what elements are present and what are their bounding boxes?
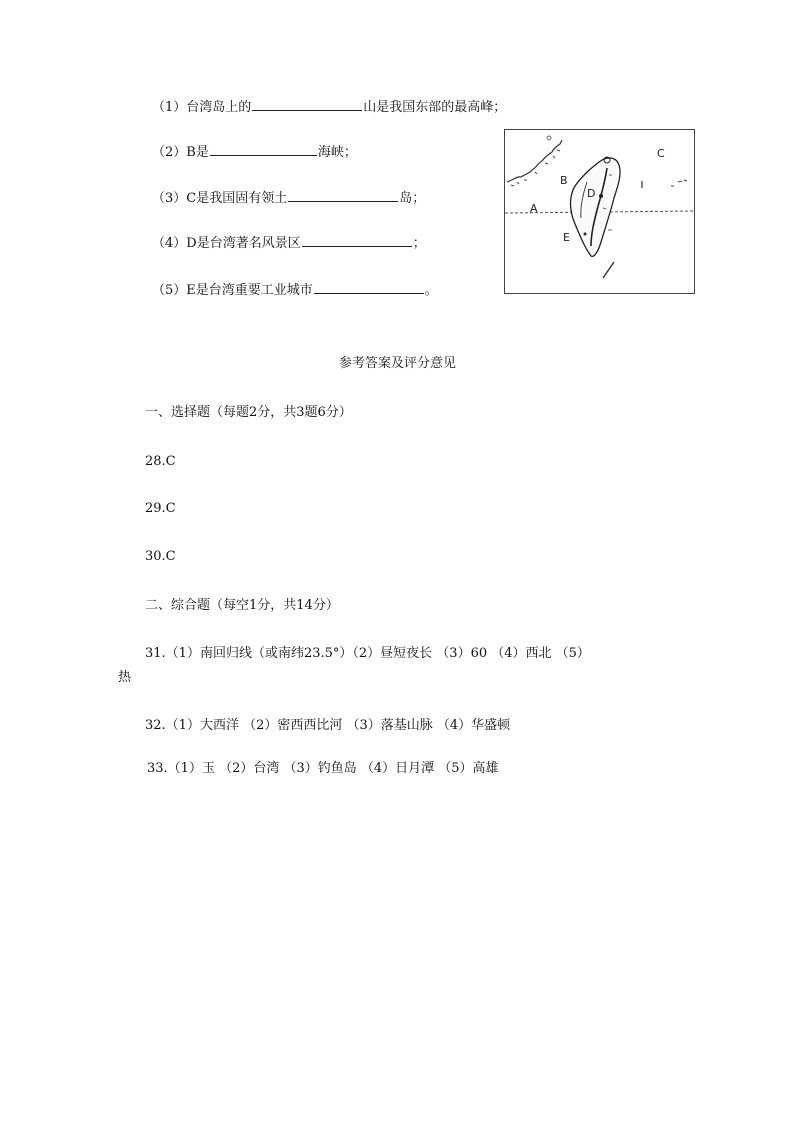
diaoyu-islets: [671, 180, 687, 186]
question-3-suffix: 岛；: [399, 191, 426, 206]
answer-blank-3[interactable]: [288, 188, 398, 202]
answer-31-line-2: 热: [118, 670, 132, 685]
answers-title: 参考答案及评分意见: [338, 356, 456, 371]
southern-mark: [603, 262, 614, 278]
question-2-suffix: 海峡；: [317, 145, 357, 160]
mainland-coastline: [507, 140, 562, 182]
question-5-prefix: （5）E是台湾重要工业城市: [152, 283, 313, 298]
answer-28: 28.C: [145, 454, 176, 469]
answer-blank-2[interactable]: [210, 142, 317, 156]
scenic-spot-marker: [599, 194, 603, 198]
answer-blank-4[interactable]: [302, 233, 412, 247]
section-2-heading: 二、综合题（每空1分，共14分）: [145, 598, 339, 613]
label-a: A: [530, 202, 538, 215]
answer-blank-1[interactable]: [252, 97, 362, 111]
answer-blank-5[interactable]: [314, 280, 424, 294]
answer-33: 33.（1）玉 （2）台湾 （3）钓鱼岛 （4）日月潭 （5）高雄: [147, 761, 499, 776]
question-4-prefix: （4）D是台湾著名风景区: [152, 236, 301, 251]
answer-32: 32.（1）大西洋 （2）密西西比河 （3）落基山脉 （4）华盛顿: [145, 718, 511, 733]
answer-29: 29.C: [145, 501, 176, 516]
taiwan-map-drawing: [505, 130, 694, 293]
label-e: E: [563, 231, 570, 244]
question-5: [152, 280, 438, 300]
question-3: [152, 188, 425, 208]
question-5-suffix: 。: [424, 283, 438, 298]
label-d: D: [587, 187, 596, 200]
question-2: [152, 142, 357, 162]
section-1-heading: 一、选择题（每题2分，共3题6分）: [145, 405, 352, 420]
answer-30: 30.C: [145, 549, 176, 564]
question-2-prefix: （2）B是: [152, 145, 209, 160]
question-4-suffix: ；: [412, 236, 426, 251]
coast-marker: [547, 136, 551, 140]
label-b: B: [560, 174, 568, 187]
question-1-prefix: （1）台湾岛上的: [152, 100, 252, 115]
taiwan-map: [504, 129, 695, 294]
question-4: [152, 233, 426, 253]
taiwan-island: [571, 158, 621, 256]
question-1: [152, 97, 506, 117]
city-marker: [584, 233, 587, 236]
label-c: C: [657, 147, 665, 160]
answer-31-line-1: 31.（1）南回归线（或南纬23.5°）（2）昼短夜长 （3）60 （4）西北 （5）: [145, 646, 590, 661]
question-1-suffix: 山是我国东部的最高峰；: [363, 100, 507, 115]
question-3-prefix: （3）C是我国固有领土: [152, 191, 288, 206]
